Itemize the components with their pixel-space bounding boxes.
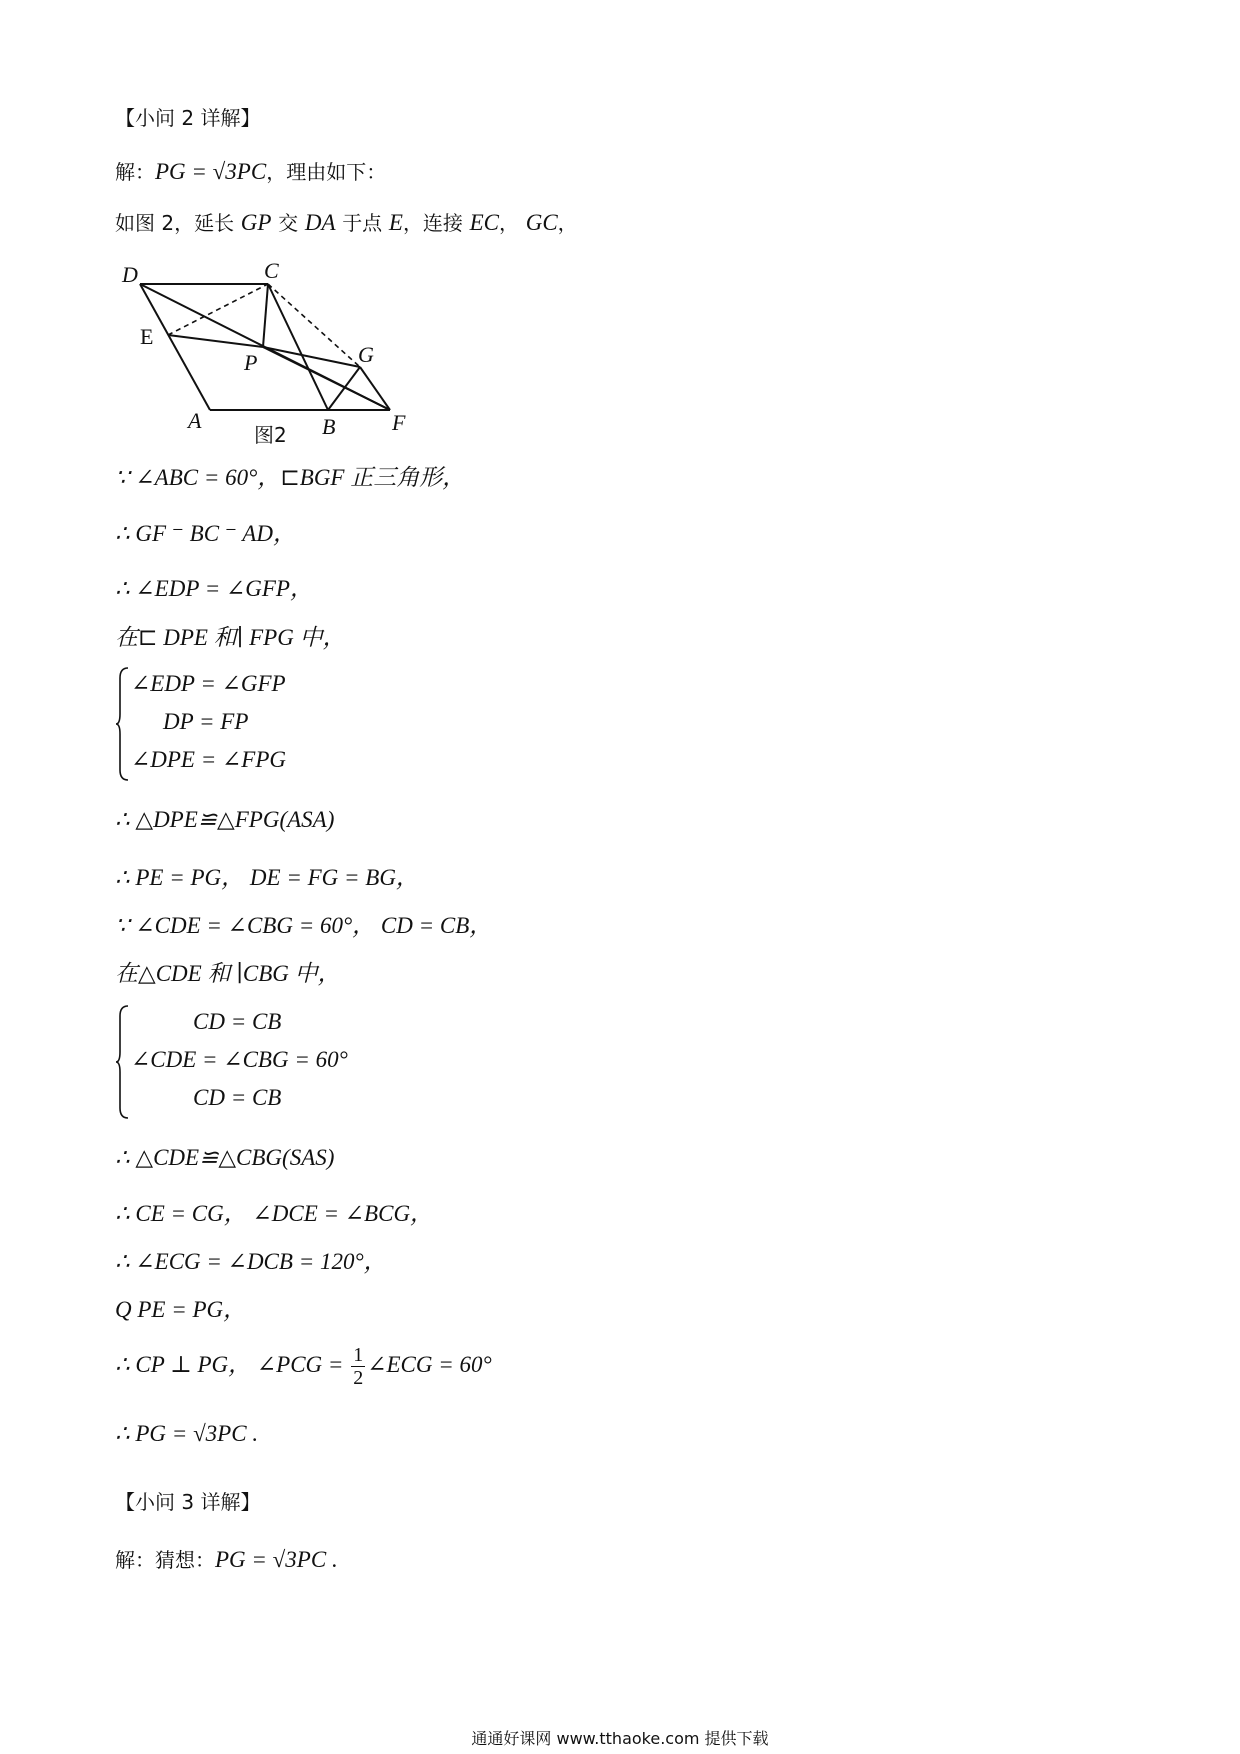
equation-system-2 xyxy=(115,1004,415,1120)
step-9: ∴ △CDE≌△CBG(SAS) xyxy=(115,1145,335,1170)
label-e: E xyxy=(140,324,154,349)
step-conclusion: ∴ PG = √3PC . xyxy=(115,1421,259,1446)
fraction-numerator: 1 xyxy=(353,1344,364,1367)
intro-text: 如图 2，延长 xyxy=(115,211,235,235)
step-3: ∴ ∠EDP = ∠GFP， xyxy=(115,576,313,601)
step-7: ∵ ∠CDE = ∠CBG = 60°， CD = CB， xyxy=(115,913,493,938)
solution-label: 解： xyxy=(115,160,155,184)
step-10: ∴ CE = CG， ∠DCE = ∠BCG， xyxy=(115,1201,434,1226)
step-11: ∴ ∠ECG = ∠DCB = 120°， xyxy=(115,1249,387,1274)
system1-row-1: ∠EDP = ∠GFP xyxy=(131,671,286,696)
dashed-ec xyxy=(168,284,268,335)
guess-formula: PG = √3PC . xyxy=(215,1547,338,1572)
claim-formula: PG = √3PC xyxy=(155,159,267,184)
step-5: ∴ △DPE≌△FPG(ASA) xyxy=(115,807,335,832)
label-a: A xyxy=(188,408,202,433)
system1-row-3: ∠DPE = ∠FPG xyxy=(131,747,286,772)
segment-cp xyxy=(263,284,268,347)
segment-pg xyxy=(263,347,360,367)
label-f: F xyxy=(392,410,406,435)
system2-row-1: CD = CB xyxy=(193,1009,282,1034)
segment-cb xyxy=(268,284,328,410)
claim-tail: ，理由如下： xyxy=(266,160,387,184)
system1-row-2: DP = FP xyxy=(163,709,249,734)
intro-point-e: E xyxy=(388,210,403,235)
intro-text: ，连接 xyxy=(402,211,463,235)
intro-seg-ec: EC xyxy=(469,210,500,235)
intro-text: 于点 xyxy=(342,211,383,235)
step-8: 在△CDE 和 ∣CBG 中， xyxy=(115,961,341,986)
intro-seg-gp: GP xyxy=(240,210,272,235)
left-brace xyxy=(115,1004,131,1120)
intro-text: ， xyxy=(499,211,520,235)
fraction-pre: ∴ CP ⊥ PG， ∠PCG = xyxy=(115,1352,344,1377)
segment-ep xyxy=(168,335,263,347)
geometry-figure-2 xyxy=(118,262,418,452)
guess-label: 解：猜想： xyxy=(115,1548,215,1572)
solution-claim xyxy=(115,158,386,186)
system2-row-2: ∠CDE = ∠CBG = 60° xyxy=(131,1047,348,1072)
footer-credit: 通通好课网 www.tthaoke.com 提供下载 xyxy=(471,1729,769,1748)
label-p: P xyxy=(244,350,258,375)
fraction-denominator: 2 xyxy=(353,1367,364,1390)
label-b: B xyxy=(322,414,336,439)
heading-part-2: 【小问 2 详解】 xyxy=(115,106,261,130)
fraction-one-half xyxy=(351,1344,365,1389)
left-brace xyxy=(115,666,131,782)
figure-intro xyxy=(115,209,578,237)
equation-system-1 xyxy=(115,666,375,782)
step-4: 在⊏ DPE 和∣ FPG 中， xyxy=(115,625,346,650)
label-d: D xyxy=(122,262,138,287)
step-fraction xyxy=(115,1340,492,1390)
system2-row-3: CD = CB xyxy=(193,1085,282,1110)
figure-caption: 图2 xyxy=(254,423,287,447)
step-12: Q PE = PG， xyxy=(115,1297,247,1322)
step-1: ∵ ∠ABC = 60°，⊏BGF 正三角形， xyxy=(115,465,466,490)
heading-part-3: 【小问 3 详解】 xyxy=(115,1490,261,1514)
guess-line xyxy=(115,1546,338,1574)
label-g: G xyxy=(358,342,374,367)
intro-text: 交 xyxy=(278,211,299,235)
intro-text: ， xyxy=(557,211,578,235)
step-2: ∴ GF ⁻ BC ⁻ AD， xyxy=(115,521,296,546)
intro-seg-gc: GC xyxy=(525,210,558,235)
label-c: C xyxy=(264,262,279,283)
segment-gb xyxy=(328,367,360,410)
intro-seg-da: DA xyxy=(304,210,336,235)
fraction-post: ∠ECG = 60° xyxy=(367,1352,492,1377)
step-6: ∴ PE = PG， DE = FG = BG， xyxy=(115,865,419,890)
